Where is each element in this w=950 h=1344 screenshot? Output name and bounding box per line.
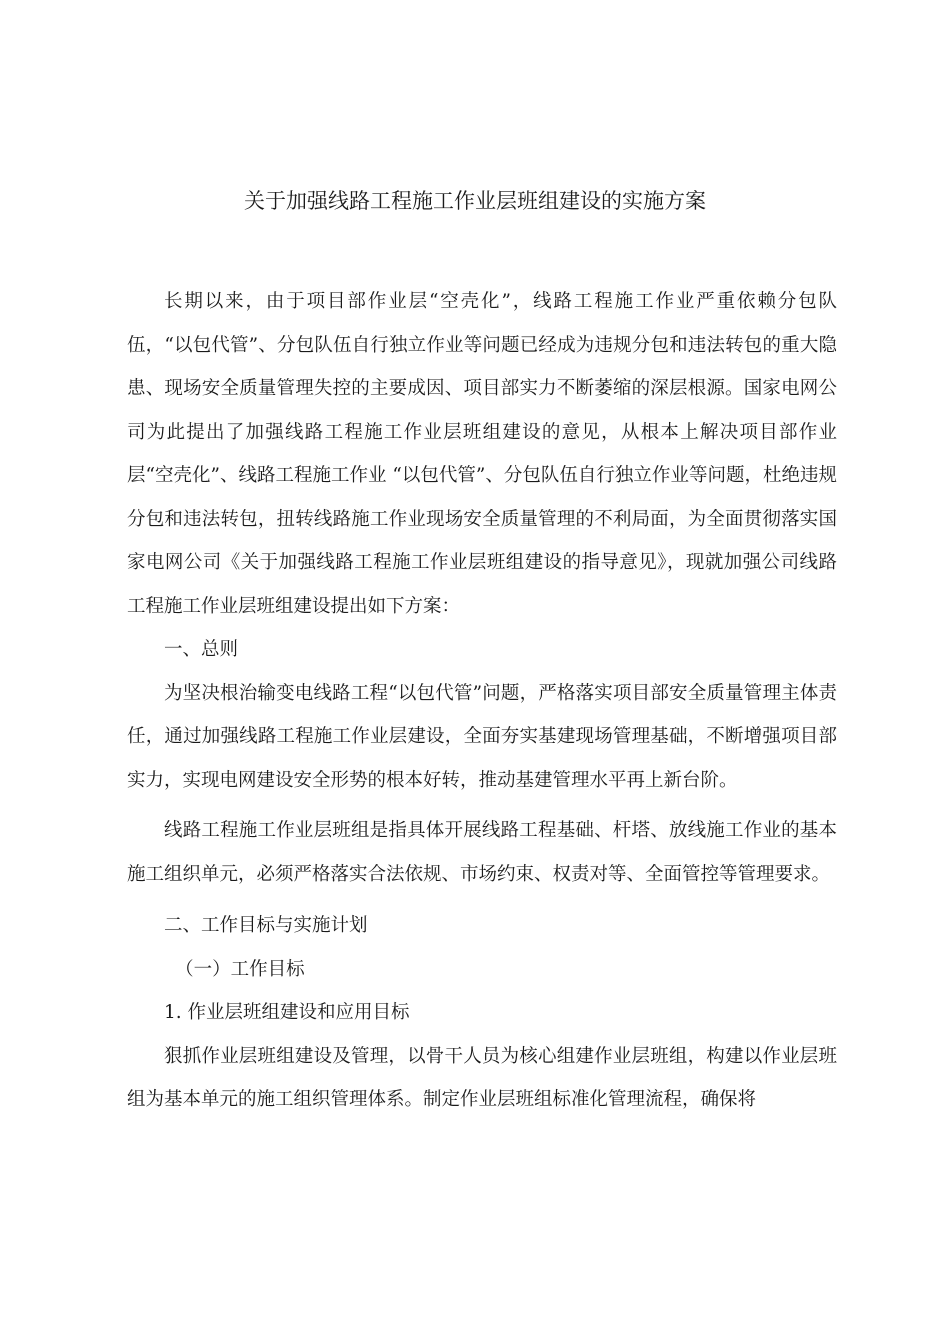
section-heading-general: 一、总则 (164, 639, 239, 660)
intro-paragraph: 长期以来，由于项目部作业层“空壳化”，线路工程施工作业严重依赖分包队伍，“以包代管”、分包队伍自行独立作业等问题已经成为违规分包和违法转包的重大隐患、现场安全质量管理失控的主要成因、项目部实力不断萎缩的深层根源。国家电网公司为此提出了加强线路工程施工作业层班组建设的意见，从根本上解决项目部作业层“空壳化”、线路工程施工作业 “以包代管”、分包队伍自行独立作业等问题，杜绝违规分包和违法转包，扭转线路施工作业现场安全质量管理的不利局面，为全面贯彻落实国家电网公司《关于加强线路工程施工作业层班组建设的指导意见》，现就加强公司线路工程施工作业层班组建设提出如下方案： (127, 291, 837, 617)
document-body (127, 280, 837, 1122)
section-heading-goals-plan: 二、工作目标与实施计划 (164, 915, 368, 936)
general-paragraph-1: 为坚决根治输变电线路工程“以包代管”问题，严格落实项目部安全质量管理主体责任，通过加强线路工程施工作业层建设，全面夯实基建现场管理基础，不断增强项目部实力，实现电网建设安全形势的根本好转，推动基建管理水平再上新台阶。 (127, 682, 837, 791)
item-heading-team-building: 1. 作业层班组建设和应用目标 (164, 1002, 410, 1023)
document-title: 关于加强线路工程施工作业层班组建设的实施方案 (244, 189, 706, 213)
team-building-paragraph: 狠抓作业层班组建设及管理，以骨干人员为核心组建作业层班组，构建以作业层班组为基本单元的施工组织管理体系。制定作业层班组标准化管理流程，确保将 (127, 1045, 837, 1110)
subsection-heading-goals: （一）工作目标 (175, 958, 305, 980)
general-paragraph-2: 线路工程施工作业层班组是指具体开展线路工程基础、杆塔、放线施工作业的基本施工组织单元，必须严格落实合法依规、市场约束、权责对等、全面管控等管理要求。 (127, 820, 837, 885)
